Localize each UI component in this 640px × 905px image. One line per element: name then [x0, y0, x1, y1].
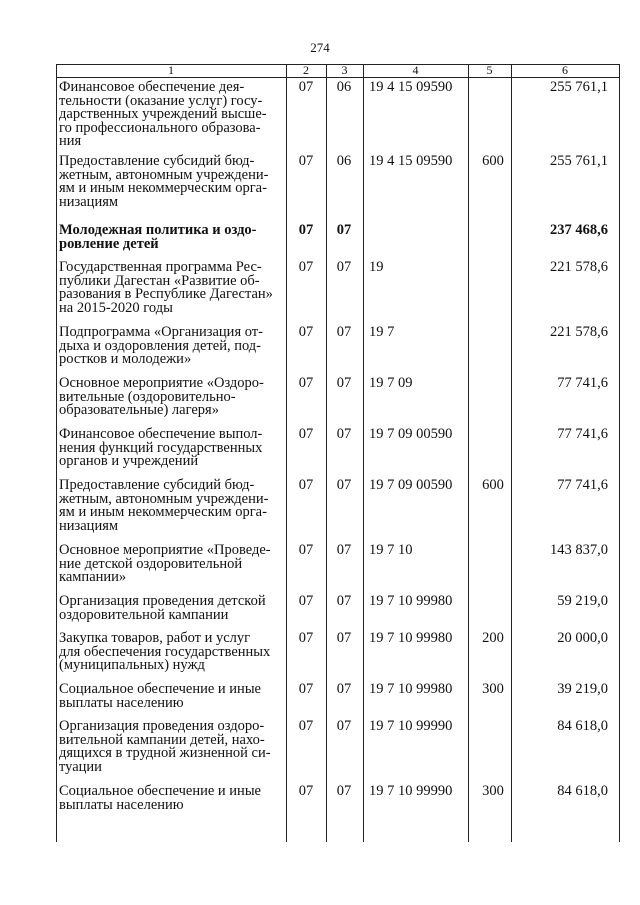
section-code: 07 — [298, 718, 314, 734]
row-name-line: Организация проведения оздоро- — [59, 718, 265, 734]
row-name-line: ям и иным некоммерческим орга- — [59, 180, 267, 197]
column-rule — [619, 64, 620, 842]
row-name-line: ростков и молодежи» — [59, 351, 192, 368]
row-name-line: (муниципальных) нужд — [59, 657, 205, 674]
column-header: 3 — [341, 63, 348, 77]
row-name-line: Государственная программа Рес- — [59, 259, 262, 275]
row-name-line: на 2015-2020 годы — [59, 299, 173, 316]
row-name-line: выплаты населению — [59, 796, 184, 813]
target-article-code: 19 7 10 99980 — [369, 681, 453, 697]
row-name-line: Финансовое обеспечение выпол- — [59, 426, 263, 442]
column-rule — [326, 64, 327, 842]
row-name-line: ния — [59, 133, 82, 150]
row-name-line: жетным, автономным учреждени- — [59, 490, 269, 507]
column-header: 5 — [486, 63, 493, 77]
target-article-code: 19 7 09 00590 — [369, 477, 453, 493]
amount: 221 578,6 — [550, 324, 608, 340]
row-name-line: Социальное обеспечение и иные — [59, 783, 261, 799]
page-number: 274 — [310, 40, 330, 55]
amount: 237 468,6 — [550, 222, 608, 238]
row-name-line: оздоровительной кампании — [59, 606, 229, 623]
row-name-line: Закупка товаров, работ и услуг — [59, 630, 251, 646]
column-header: 4 — [412, 63, 419, 77]
row-name — [59, 720, 284, 774]
section-code: 07 — [298, 324, 314, 340]
column-rule — [363, 64, 364, 842]
expense-type-code: 300 — [482, 783, 504, 799]
target-article-code: 19 7 10 99990 — [369, 718, 453, 734]
amount: 255 761,1 — [550, 79, 608, 95]
target-article-code: 19 7 10 99980 — [369, 630, 453, 646]
budget-table — [56, 64, 620, 842]
row-name-line: ровление детей — [59, 235, 159, 252]
section-code: 07 — [298, 375, 314, 391]
amount: 39 219,0 — [557, 681, 608, 697]
row-name-line: для обеспечения государственных — [59, 643, 271, 660]
row-name-line: Предоставление субсидий бюд- — [59, 477, 255, 493]
row-name-line: низациям — [59, 193, 119, 210]
amount: 84 618,0 — [557, 718, 608, 734]
target-article-code: 19 7 10 — [369, 542, 413, 558]
row-name — [59, 632, 284, 673]
row-name-line: ние детской оздоровительной — [59, 555, 243, 572]
amount: 143 837,0 — [550, 542, 608, 558]
subsection-code: 07 — [336, 477, 352, 493]
row-name — [59, 155, 284, 209]
column-rule — [286, 64, 287, 842]
row-name-line: дыха и оздоровления детей, под- — [59, 337, 262, 354]
header-bottom-rule — [56, 77, 620, 78]
subsection-code: 07 — [336, 593, 352, 609]
row-name — [59, 81, 284, 149]
row-name — [59, 479, 284, 533]
section-code: 07 — [298, 259, 314, 275]
target-article-code: 19 4 15 09590 — [369, 153, 453, 169]
amount: 84 618,0 — [557, 783, 608, 799]
row-name-line: публики Дагестан «Развитие об- — [59, 272, 260, 289]
section-code: 07 — [298, 426, 314, 442]
row-name-line: органов и учреждений — [59, 453, 199, 470]
target-article-code: 19 7 10 99980 — [369, 593, 453, 609]
section-code: 07 — [298, 79, 314, 95]
amount: 20 000,0 — [557, 630, 608, 646]
row-name-line: вительной кампании детей, нахо- — [59, 731, 265, 748]
row-name-line: Молодежная политика и оздо- — [59, 222, 257, 238]
expense-type-code: 200 — [482, 630, 504, 646]
subsection-code: 07 — [336, 542, 352, 558]
row-name — [59, 785, 284, 812]
section-code: 07 — [298, 630, 314, 646]
subsection-code: 06 — [336, 79, 352, 95]
target-article-code: 19 7 09 00590 — [369, 426, 453, 442]
row-name-line: дарственных учреждений высше- — [59, 106, 267, 123]
row-name-line: образовательные) лагеря» — [59, 402, 219, 419]
column-header: 6 — [562, 63, 568, 77]
row-name — [59, 224, 284, 251]
subsection-code: 07 — [336, 324, 352, 340]
row-name-line: выплаты населению — [59, 694, 184, 711]
row-name-line: низациям — [59, 517, 119, 534]
row-name-line: Основное мероприятие «Оздоро- — [59, 375, 264, 391]
row-name-line: нения функций государственных — [59, 439, 263, 456]
amount: 77 741,6 — [557, 426, 608, 442]
subsection-code: 07 — [336, 426, 352, 442]
row-name-line: вительные (оздоровительно- — [59, 388, 236, 405]
row-name-line: жетным, автономным учреждени- — [59, 166, 269, 183]
amount: 77 741,6 — [557, 477, 608, 493]
amount: 77 741,6 — [557, 375, 608, 391]
column-header: 1 — [168, 63, 174, 77]
row-name-line: кампании» — [59, 569, 127, 586]
row-name-line: Основное мероприятие «Проведе- — [59, 542, 271, 558]
row-name-line: го профессионального образова- — [59, 119, 261, 136]
row-name — [59, 544, 284, 585]
subsection-code: 07 — [336, 718, 352, 734]
row-name-line: дящихся в трудной жизненной си- — [59, 745, 271, 762]
row-name-line: Финансовое обеспечение дея- — [59, 79, 245, 95]
row-name-line: Подпрограмма «Организация от- — [59, 324, 263, 340]
column-rule — [56, 64, 57, 842]
row-name — [59, 683, 284, 710]
section-code: 07 — [298, 153, 314, 169]
target-article-code: 19 — [369, 259, 384, 275]
target-article-code: 19 4 15 09590 — [369, 79, 453, 95]
amount: 59 219,0 — [557, 593, 608, 609]
section-code: 07 — [298, 681, 314, 697]
row-name-line: Социальное обеспечение и иные — [59, 681, 261, 697]
subsection-code: 07 — [336, 259, 352, 275]
section-code: 07 — [298, 477, 314, 493]
section-code: 07 — [298, 222, 314, 238]
amount: 221 578,6 — [550, 259, 608, 275]
expense-type-code: 600 — [482, 477, 504, 493]
row-name-line: ям и иным некоммерческим орга- — [59, 504, 267, 521]
row-name — [59, 261, 284, 315]
subsection-code: 07 — [336, 630, 352, 646]
row-name-line: Предоставление субсидий бюд- — [59, 153, 255, 169]
amount: 255 761,1 — [550, 153, 608, 169]
row-name — [59, 595, 284, 622]
column-rule — [511, 64, 512, 842]
row-name — [59, 428, 284, 469]
column-header: 2 — [303, 63, 309, 77]
row-name — [59, 377, 284, 418]
subsection-code: 07 — [336, 222, 352, 238]
section-code: 07 — [298, 783, 314, 799]
row-name-line: разования в Республике Дагестан» — [59, 286, 273, 303]
expense-type-code: 300 — [482, 681, 504, 697]
section-code: 07 — [298, 593, 314, 609]
row-name-line: туации — [59, 758, 102, 775]
expense-type-code: 600 — [482, 153, 504, 169]
section-code: 07 — [298, 542, 314, 558]
subsection-code: 07 — [336, 783, 352, 799]
target-article-code: 19 7 09 — [369, 375, 413, 391]
subsection-code: 06 — [336, 153, 352, 169]
row-name — [59, 326, 284, 367]
target-article-code: 19 7 — [369, 324, 395, 340]
subsection-code: 07 — [336, 375, 352, 391]
target-article-code: 19 7 10 99990 — [369, 783, 453, 799]
subsection-code: 07 — [336, 681, 352, 697]
row-name-line: Организация проведения детской — [59, 593, 266, 609]
row-name-line: тельности (оказание услуг) госу- — [59, 92, 263, 109]
